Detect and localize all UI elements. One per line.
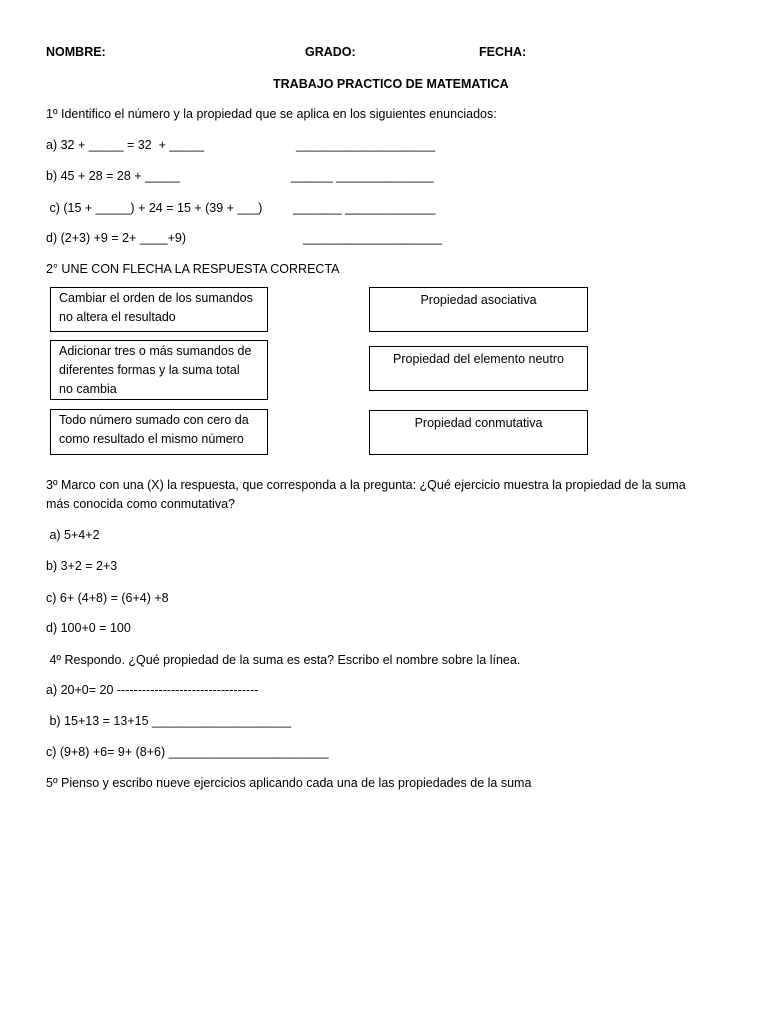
q2-right-box-text: Propiedad conmutativa	[414, 416, 543, 430]
q2-prompt: 2° UNE CON FLECHA LA RESPUESTA CORRECTA	[46, 262, 340, 276]
q1-item-a-expression: a) 32 + _____ = 32 + _____	[46, 138, 205, 152]
q3-option-a: a) 5+4+2	[46, 528, 100, 542]
q2-right-box-text: Propiedad del elemento neutro	[393, 352, 564, 366]
q4-prompt: 4º Respondo. ¿Qué propiedad de la suma es esta? Escribo el nombre sobre la línea.	[46, 653, 521, 667]
q2-right-box-elemento-neutro[interactable]	[369, 346, 588, 391]
q2-right-box-conmutativa[interactable]	[369, 410, 588, 455]
q1-item-b-expression: b) 45 + 28 = 28 + _____	[46, 169, 180, 183]
q4-item-a: a) 20+0= 20 ----------------------------------	[46, 683, 259, 697]
q1-item-d-answer-line: ____________________	[303, 231, 443, 245]
q2-left-box-conmutativa[interactable]	[50, 287, 268, 332]
q1-prompt: 1º Identifico el número y la propiedad que se aplica en los siguientes enunciados:	[46, 107, 497, 121]
worksheet-title: TRABAJO PRACTICO DE MATEMATICA	[273, 77, 509, 91]
q2-left-box-asociativa[interactable]	[50, 340, 268, 400]
q1-item-c-expression: c) (15 + _____) + 24 = 15 + (39 + ___)	[46, 201, 263, 215]
q3-prompt-line1: 3º Marco con una (X) la respuesta, que corresponda a la pregunta: ¿Qué ejercicio muestra la propiedad de la suma	[46, 478, 686, 492]
q2-right-box-text: Propiedad asociativa	[420, 293, 537, 307]
q1-item-c-answer-line: _______ _____________	[293, 201, 436, 215]
q2-right-box-asociativa[interactable]	[369, 287, 588, 332]
nombre-label: NOMBRE:	[46, 45, 106, 59]
q3-option-b: b) 3+2 = 2+3	[46, 559, 118, 573]
grado-label: GRADO:	[305, 45, 356, 59]
q2-left-box-neutro[interactable]	[50, 409, 268, 455]
q1-item-b-answer-line: ______ ______________	[291, 169, 434, 183]
fecha-label: FECHA:	[479, 45, 527, 59]
q3-option-c: c) 6+ (4+8) = (6+4) +8	[46, 591, 169, 605]
q1-item-a-answer-line: ____________________	[296, 138, 436, 152]
q4-item-b: b) 15+13 = 13+15 ____________________	[46, 714, 292, 728]
q2-left-box-text: Cambiar el orden de los sumandos no altera el resultado	[59, 291, 253, 324]
q3-prompt-line2: más conocida como conmutativa?	[46, 497, 235, 511]
q3-option-d: d) 100+0 = 100	[46, 621, 131, 635]
q2-left-box-text: Adicionar tres o más sumandos de diferentes formas y la suma total no cambia	[59, 344, 252, 396]
q4-item-c: c) (9+8) +6= 9+ (8+6) _______________________	[46, 745, 329, 759]
q2-left-box-text: Todo número sumado con cero da como resultado el mismo número	[59, 413, 249, 446]
q5-prompt: 5º Pienso y escribo nueve ejercicios aplicando cada una de las propiedades de la suma	[46, 776, 532, 790]
q1-item-d-expression: d) (2+3) +9 = 2+ ____+9)	[46, 231, 187, 245]
